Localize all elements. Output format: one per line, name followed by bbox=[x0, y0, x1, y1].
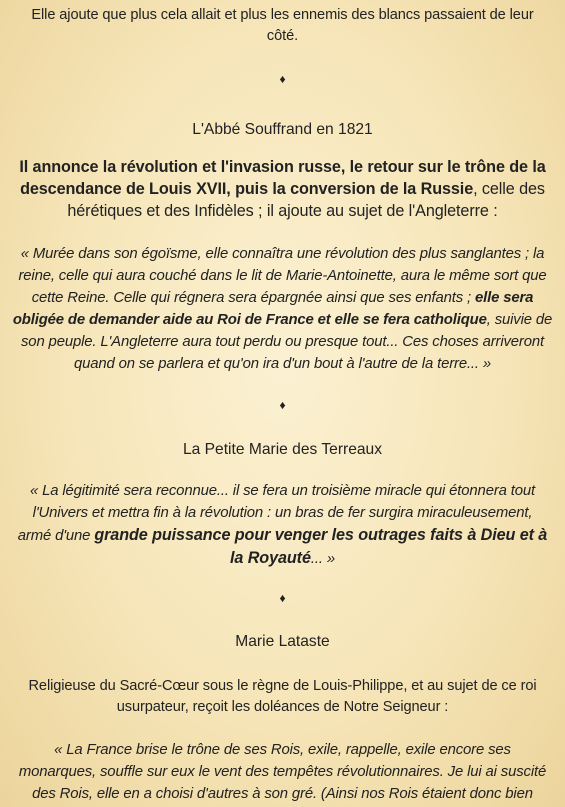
souffrand-quote-start: « Murée dans son égoïsme, elle connaîtra une révolution des plus sanglantes ; la reine, celle qui aura couché dans le lit de Marie-Antoinette, aura le même sort que cette Reine. Celle qui régnera sera épargnée ainsi que ses enfants ; bbox=[18, 246, 547, 306]
separator-diamond-1: ♦ bbox=[279, 72, 286, 86]
separator-diamond-2: ♦ bbox=[279, 398, 286, 412]
souffrand-intro-bold: Il annonce la révolution et l'invasion russe, le retour sur le trône de la descendance de Louis XVII, puis la conversion de la Russie bbox=[19, 158, 546, 198]
lataste-quote: « La France brise le trône de ses Rois, exile, rappelle, exile encore ses monarques, souffle sur eux le vent des tempêtes révolutionnaires. Je lui ai suscité des Rois, elle en a choisi d'autres à son gré. (Ainsi nos Rois étaient donc bien bbox=[18, 742, 547, 802]
souffrand-intro-paragraph bbox=[0, 156, 565, 222]
souffrand-quote-end: , suivie de son peuple. L'Angleterre aura tout perdu ou presque tout... Ces choses arriveront quand on se parlera et qu'on ira d'un bout à l'autre de la terre... » bbox=[21, 312, 553, 372]
separator-diamond-3: ♦ bbox=[279, 591, 286, 605]
intro-paragraph: Elle ajoute que plus cela allait et plus les ennemis des blancs passaient de leur côté. bbox=[31, 7, 534, 44]
petite-marie-quote-bold: grande puissance pour venger les outrages faits à Dieu et à la Royauté bbox=[94, 526, 548, 567]
section-heading-lataste: Marie Lataste bbox=[235, 633, 330, 650]
petite-marie-quote-start: « La légitimité sera reconnue... il se fera un troisième miracle qui étonnera tout l'Univers et mettra fin à la révolution : un bras de fer surgira miraculeusement, armé d'une bbox=[17, 483, 535, 544]
souffrand-quote bbox=[0, 243, 565, 375]
petite-marie-quote-end: ... » bbox=[310, 551, 335, 567]
petite-marie-quote bbox=[0, 480, 565, 570]
souffrand-intro-normal: , celle des hérétiques et des Infidèles ; il ajoute au sujet de l'Angleterre : bbox=[67, 180, 545, 220]
section-heading-petite-marie: La Petite Marie des Terreaux bbox=[182, 441, 383, 458]
lataste-paragraph: Religieuse du Sacré-Cœur sous le règne de Louis-Philippe, et au sujet de ce roi usurpateur, reçoit les doléances de Notre Seigneur : bbox=[28, 678, 537, 715]
section-heading-souffrand: L'Abbé Souffrand en 1821 bbox=[192, 121, 373, 138]
souffrand-quote-bold: elle sera obligée de demander aide au Roi de France et elle se fera catholique bbox=[12, 290, 534, 328]
